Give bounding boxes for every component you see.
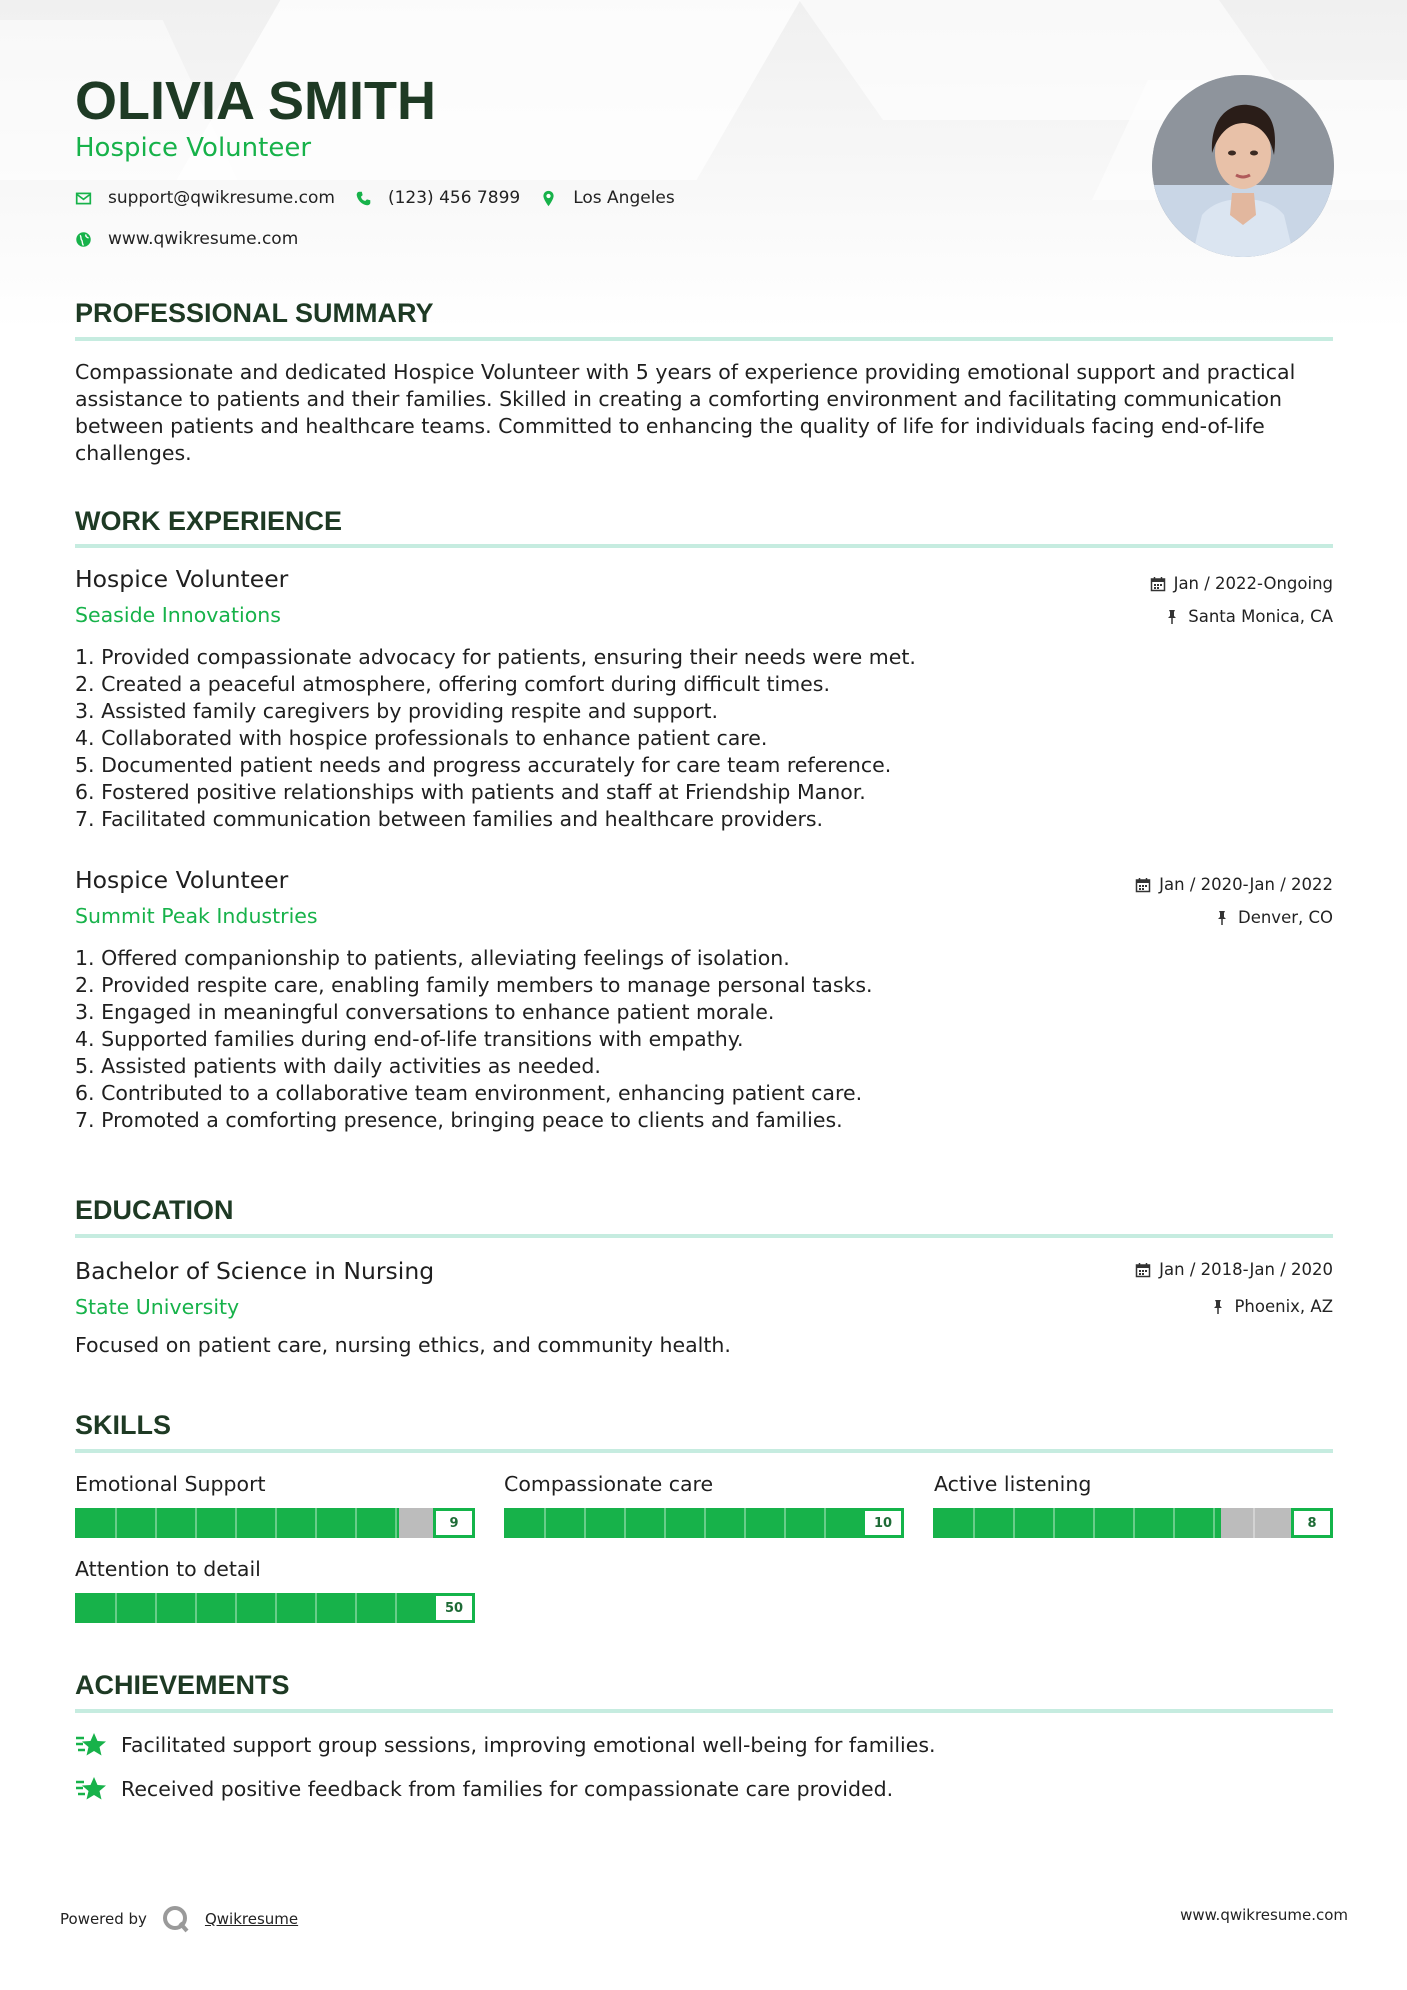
summary-heading: PROFESSIONAL SUMMARY <box>75 298 434 328</box>
contact-email[interactable] <box>75 188 335 208</box>
skill-bar <box>75 1593 475 1623</box>
skill-bar <box>75 1508 475 1538</box>
skill-bar-segment <box>1133 1508 1135 1538</box>
job-company: Seaside Innovations <box>75 603 281 627</box>
list-item: 3. Assisted family caregivers by providing respite and support. <box>75 699 719 723</box>
skill-bar-segment <box>1213 1508 1215 1538</box>
experience-heading: WORK EXPERIENCE <box>75 506 343 536</box>
job-location-text: Denver, CO <box>1237 908 1333 927</box>
avatar <box>1152 75 1334 257</box>
skill-level-badge: 9 <box>433 1508 475 1538</box>
skill-bar-segment <box>315 1593 317 1623</box>
skill-bar-segment <box>704 1508 706 1538</box>
section-divider <box>75 1234 1333 1238</box>
education-location <box>1210 1297 1333 1316</box>
job-title: Hospice Volunteer <box>75 565 289 593</box>
skill-level-badge: 8 <box>1291 1508 1333 1538</box>
education-dates <box>1135 1260 1333 1279</box>
degree-title: Bachelor of Science in Nursing <box>75 1257 435 1285</box>
skill-bar-segment <box>1253 1508 1255 1538</box>
star-icon <box>75 1730 109 1760</box>
section-divider <box>75 1709 1333 1713</box>
list-item: 3. Engaged in meaningful conversations to enhance patient morale. <box>75 1000 775 1024</box>
star-icon <box>75 1774 109 1804</box>
pushpin-icon <box>1214 910 1230 926</box>
section-divider <box>75 337 1333 341</box>
achievements-heading: ACHIEVEMENTS <box>75 1670 290 1700</box>
skill-bar-segment <box>544 1508 546 1538</box>
contact-location <box>540 188 675 208</box>
section-divider <box>75 544 1333 548</box>
skill-bar-segment <box>115 1508 117 1538</box>
location-text: Los Angeles <box>573 188 675 208</box>
brand-link[interactable]: Qwikresume <box>204 1910 299 1928</box>
summary-text: Compassionate and dedicated Hospice Volunteer with 5 years of experience providing emotional support and practical assistance to patients and their families. Skilled in creating a comforting environment and facilitating communication between patients and healthcare teams. Committed to enhancing the quality of life for individuals facing end-of-life challenges. <box>75 360 1296 465</box>
envelope-icon <box>75 190 92 207</box>
pushpin-icon <box>1164 609 1180 625</box>
skill-bar-segment <box>115 1593 117 1623</box>
skill-bar-fill <box>933 1508 1221 1538</box>
skill-bar-segment <box>195 1508 197 1538</box>
website-text: www.qwikresume.com <box>108 229 299 249</box>
list-item: 2. Created a peaceful atmosphere, offering comfort during difficult times. <box>75 672 830 696</box>
education-location-text: Phoenix, AZ <box>1234 1297 1333 1316</box>
skill-bar-segment <box>1093 1508 1095 1538</box>
skill-bar-segment <box>973 1508 975 1538</box>
education-dates-text: Jan / 2018-Jan / 2020 <box>1159 1260 1333 1279</box>
skill-bar-segment <box>584 1508 586 1538</box>
phone-icon <box>355 190 372 207</box>
contact-row-website <box>75 229 318 249</box>
skill-level-badge: 10 <box>862 1508 904 1538</box>
skill-bar-segment <box>355 1593 357 1623</box>
achievement-item <box>75 1774 893 1804</box>
list-item: 7. Facilitated communication between families and healthcare providers. <box>75 807 824 831</box>
job-dates-text: Jan / 2022-Ongoing <box>1173 574 1333 593</box>
list-item: 6. Fostered positive relationships with patients and staff at Friendship Manor. <box>75 780 866 804</box>
list-item: 2. Provided respite care, enabling family members to manage personal tasks. <box>75 973 873 997</box>
job-bullets <box>75 945 873 1134</box>
list-item: 5. Assisted patients with daily activities as needed. <box>75 1054 601 1078</box>
skill-bar-segment <box>155 1593 157 1623</box>
skill-bar-segment <box>315 1508 317 1538</box>
list-item: 7. Promoted a comforting presence, bringing peace to clients and families. <box>75 1108 843 1132</box>
skill-bar-segment <box>784 1508 786 1538</box>
candidate-name: OLIVIA SMITH <box>75 71 436 131</box>
powered-by-text: Powered by <box>60 1910 147 1928</box>
contact-row <box>75 188 695 208</box>
skill-bar-segment <box>1173 1508 1175 1538</box>
job-dates <box>1150 574 1333 593</box>
skill-bar-segment <box>155 1508 157 1538</box>
skill-bar-segment <box>744 1508 746 1538</box>
skill-level-badge: 50 <box>433 1593 475 1623</box>
achievement-text: Received positive feedback from families for compassionate care provided. <box>121 1777 894 1801</box>
skill-bar <box>933 1508 1333 1538</box>
skill-bar <box>504 1508 904 1538</box>
footer-powered-by <box>60 1904 298 1934</box>
list-item: 4. Collaborated with hospice professionals to enhance patient care. <box>75 726 768 750</box>
skill-name: Emotional Support <box>75 1472 266 1496</box>
skill-bar-segment <box>235 1508 237 1538</box>
candidate-title: Hospice Volunteer <box>75 133 312 163</box>
skill-bar-segment <box>824 1508 826 1538</box>
skill-bar-segment <box>195 1593 197 1623</box>
phone-text: (123) 456 7899 <box>387 188 521 208</box>
skill-name: Active listening <box>934 1472 1092 1496</box>
job-dates <box>1135 875 1333 894</box>
education-heading: EDUCATION <box>75 1195 234 1225</box>
skill-bar-segment <box>395 1593 397 1623</box>
globe-icon <box>75 231 92 248</box>
list-item: 5. Documented patient needs and progress accurately for care team reference. <box>75 753 892 777</box>
skill-bar-segment <box>235 1593 237 1623</box>
list-item: 1. Offered companionship to patients, alleviating feelings of isolation. <box>75 946 790 970</box>
list-item: 1. Provided compassionate advocacy for patients, ensuring their needs were met. <box>75 645 916 669</box>
pushpin-icon <box>1210 1299 1226 1315</box>
skill-bar-segment <box>624 1508 626 1538</box>
achievement-text: Facilitated support group sessions, improving emotional well-being for families. <box>121 1733 936 1757</box>
job-dates-text: Jan / 2020-Jan / 2022 <box>1159 875 1333 894</box>
skill-bar-fill <box>75 1508 399 1538</box>
skill-bar-segment <box>664 1508 666 1538</box>
school-name: State University <box>75 1295 240 1319</box>
skill-name: Compassionate care <box>504 1472 714 1496</box>
job-location <box>1164 607 1333 626</box>
email-text: support@qwikresume.com <box>108 188 335 208</box>
skill-bar-segment <box>275 1508 277 1538</box>
skills-heading: SKILLS <box>75 1410 172 1440</box>
job-location-text: Santa Monica, CA <box>1188 607 1333 626</box>
calendar-icon <box>1135 877 1151 893</box>
skill-bar-segment <box>395 1508 397 1538</box>
section-divider <box>75 1449 1333 1453</box>
job-bullets <box>75 644 916 833</box>
contact-website[interactable] <box>75 229 298 249</box>
education-description: Focused on patient care, nursing ethics, and community health. <box>75 1333 731 1357</box>
job-location <box>1214 908 1333 927</box>
list-item: 4. Supported families during end-of-life transitions with empathy. <box>75 1027 744 1051</box>
list-item: 6. Contributed to a collaborative team environment, enhancing patient care. <box>75 1081 863 1105</box>
contact-phone[interactable] <box>355 188 520 208</box>
skill-bar-segment <box>275 1593 277 1623</box>
job-company: Summit Peak Industries <box>75 904 318 928</box>
skill-bar-segment <box>355 1508 357 1538</box>
achievement-item <box>75 1730 936 1760</box>
qwikresume-logo-icon <box>161 1904 191 1934</box>
calendar-icon <box>1150 576 1166 592</box>
map-pin-icon <box>540 190 557 207</box>
skill-name: Attention to detail <box>75 1557 261 1581</box>
calendar-icon <box>1135 1262 1151 1278</box>
footer-website-link[interactable]: www.qwikresume.com <box>1180 1906 1348 1924</box>
skill-bar-segment <box>1053 1508 1055 1538</box>
skill-bar-segment <box>1013 1508 1015 1538</box>
job-title: Hospice Volunteer <box>75 866 289 894</box>
